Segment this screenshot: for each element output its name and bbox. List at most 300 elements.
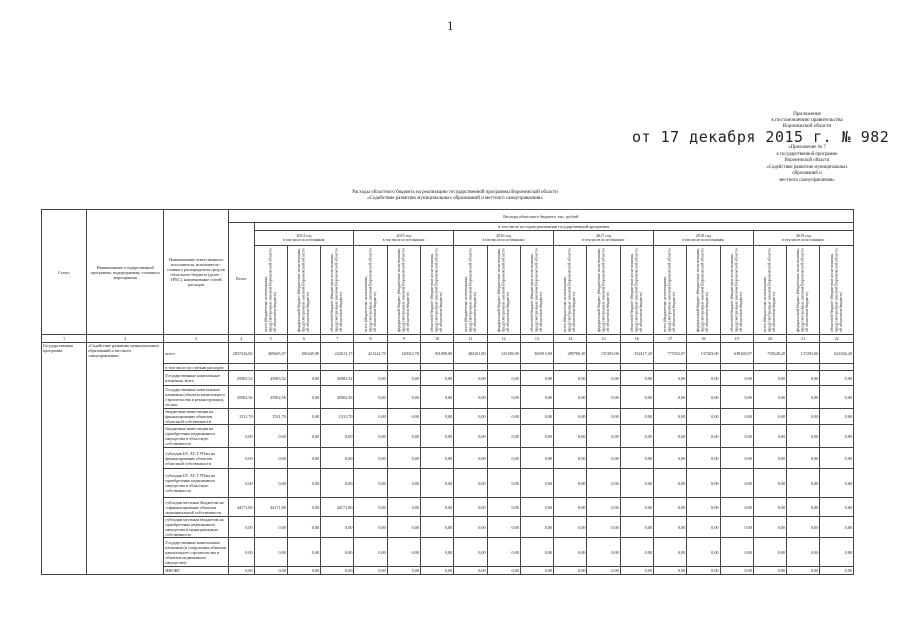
row-value: 137203,00: [787, 343, 820, 364]
annex2-line: «Приложение № 7: [788, 145, 826, 150]
row-value: 0,00: [420, 498, 453, 517]
row-label: субсидии БУ, АУ, ГУПам на финансирование объектов областной собственности: [164, 448, 228, 469]
row-value: 0,00: [454, 448, 487, 469]
row-value: 0,00: [620, 517, 653, 538]
table-row: [42, 364, 854, 371]
row-value: 0,00: [620, 425, 653, 448]
row-value: 0,00: [587, 498, 620, 517]
row-value: 0,00: [820, 371, 854, 386]
row-value: 0,00: [487, 371, 520, 386]
row-value: 0,00: [753, 425, 786, 448]
row-value: 0,00: [554, 425, 587, 448]
row-value: 137283,00: [587, 343, 620, 364]
row-value: 0,00: [620, 448, 653, 469]
row-value: 0,00: [587, 448, 620, 469]
row-value: [820, 364, 854, 371]
row-label: всего: [164, 343, 228, 364]
row-value: 137203,00: [687, 343, 720, 364]
row-value: 0,00: [454, 498, 487, 517]
header-source-col: [687, 246, 720, 335]
table-row: [42, 538, 854, 567]
row-value: 0,00: [787, 448, 820, 469]
row-value: [687, 364, 720, 371]
column-number: 13: [520, 335, 553, 343]
row-value: 0,00: [420, 469, 453, 498]
row-value: 0,00: [254, 425, 287, 448]
row-value: 301099,00: [420, 343, 453, 364]
row-value: 0,00: [653, 409, 686, 425]
row-value: 0,00: [254, 448, 287, 469]
row-value: 0,00: [653, 517, 686, 538]
row-value: 0,00: [787, 538, 820, 567]
row-value: 0,00: [687, 371, 720, 386]
row-value: 0,00: [787, 386, 820, 409]
column-number: 4: [228, 335, 254, 343]
header-year: [354, 231, 454, 246]
year-label: 2017 год: [595, 233, 612, 238]
header-source-col: [554, 246, 587, 335]
row-value: 0,00: [720, 538, 753, 567]
row-value: 120012,70: [387, 343, 420, 364]
source-col-label: федеральный бюджет (бюджетные ассигнования, предусмотренные законом Воронежской области об областном бюджете): [695, 248, 710, 332]
row-value: 222613,17: [321, 343, 354, 364]
row-value: 0,00: [420, 448, 453, 469]
row-value: 45902,56: [254, 386, 287, 409]
column-number: 1: [42, 335, 87, 343]
column-number: 12: [487, 335, 520, 343]
row-value: 45903,52: [321, 371, 354, 386]
row-value: 0,00: [420, 425, 453, 448]
row-label: бюджетные инвестиции на приобретение недвижимого имущества в областную собственность: [164, 425, 228, 448]
row-value: 0,00: [454, 567, 487, 575]
header-total: Всего: [228, 223, 254, 335]
row-value: 0,00: [287, 498, 320, 517]
row-value: 421224,79: [354, 343, 387, 364]
row-value: 0,00: [321, 538, 354, 567]
row-value: 0,00: [487, 386, 520, 409]
row-value: 0,00: [287, 409, 320, 425]
row-value: 0,00: [753, 386, 786, 409]
row-value: [228, 364, 254, 371]
table-row: [42, 567, 854, 575]
row-value: 0,00: [620, 409, 653, 425]
incl-src-label: в том числе по источникам:: [782, 238, 825, 242]
incl-src-label: в том числе по источникам:: [282, 238, 326, 242]
row-value: [487, 364, 520, 371]
column-number: 14: [554, 335, 587, 343]
header-source-col: [287, 246, 320, 335]
row-label: Государственные капитальные вложения (объекты капитального строительства и реконструкции), из них:: [164, 386, 228, 409]
column-number: 6: [287, 335, 320, 343]
row-value: 0,00: [454, 409, 487, 425]
row-value: 1531,70: [321, 409, 354, 425]
row-value: 0,00: [753, 567, 786, 575]
header-program: Наименование государственной программы, подпрограммы, основного мероприятия: [87, 210, 164, 335]
row-value: 0,00: [387, 371, 420, 386]
column-number: 21: [787, 335, 820, 343]
row-value: 0,00: [387, 469, 420, 498]
row-value: 0,00: [387, 386, 420, 409]
row-value: 0,00: [820, 567, 854, 575]
row-value: 0,00: [354, 425, 387, 448]
row-value: 775552,07: [653, 343, 686, 364]
column-number: 3: [164, 335, 228, 343]
annex-subheader: [757, 145, 857, 185]
row-value: 0,00: [653, 469, 686, 498]
source-col-label: всего (бюджетные ассигнования, предусмотренные законом Воронежской области об областном бюджете): [762, 248, 777, 332]
header-status: Статус: [42, 210, 87, 335]
row-value: 0,00: [554, 538, 587, 567]
annex2-line: «Содействие развитию муниципальных: [766, 164, 848, 170]
row-value: 0,00: [687, 538, 720, 567]
row-value: 0,00: [753, 498, 786, 517]
row-value: 44171,80: [254, 498, 287, 517]
row-status: Государственная программа: [42, 343, 87, 575]
row-value: 0,00: [720, 409, 753, 425]
row-value: 0,00: [321, 448, 354, 469]
row-value: 0,00: [254, 469, 287, 498]
row-value: 0,00: [354, 386, 387, 409]
row-value: 0,00: [487, 538, 520, 567]
row-value: 0,00: [687, 425, 720, 448]
header-source-col: [587, 246, 620, 335]
table-row: [42, 469, 854, 498]
row-value: 0,00: [720, 498, 753, 517]
row-value: 0,00: [653, 538, 686, 567]
header-source-col: [520, 246, 553, 335]
row-value: 0,00: [787, 517, 820, 538]
column-number: 20: [753, 335, 786, 343]
source-col-label: федеральный бюджет (бюджетные ассигнования, предусмотренные законом Воронежской области об областном бюджете): [795, 248, 810, 332]
row-value: 0,00: [254, 538, 287, 567]
column-number: 22: [820, 335, 854, 343]
row-value: 0,00: [228, 517, 254, 538]
row-value: 0,00: [287, 567, 320, 575]
row-value: 0,00: [354, 538, 387, 567]
row-value: 0,00: [720, 517, 753, 538]
row-value: 0,00: [554, 409, 587, 425]
row-value: 0,00: [787, 371, 820, 386]
row-value: 0,00: [753, 469, 786, 498]
header-admin: Наименование ответственного исполнителя, исполнителя - главного распорядителя средств областного бюджета (далее - ГРБС), наименование статей расходов: [164, 210, 228, 335]
row-value: 0,00: [487, 409, 520, 425]
year-label: 2016 год: [496, 233, 512, 238]
table-row: [42, 371, 854, 386]
row-value: 0,00: [287, 386, 320, 409]
row-value: 45902,56: [321, 386, 354, 409]
row-value: 0,00: [753, 448, 786, 469]
table-row: [42, 386, 854, 409]
annex2-line: Воронежской области: [784, 158, 830, 164]
row-value: 0,00: [787, 498, 820, 517]
row-value: 0,00: [653, 448, 686, 469]
column-number: 7: [321, 335, 354, 343]
row-value: 621044,20: [820, 343, 854, 364]
header-source-col: [487, 246, 520, 335]
incl-src-label: в том числе по источникам:: [382, 238, 425, 242]
row-value: 0,00: [287, 469, 320, 498]
table-row: [42, 517, 854, 538]
row-value: 0,00: [753, 409, 786, 425]
row-value: 0,00: [587, 567, 620, 575]
header-source-col: [387, 246, 420, 335]
row-value: 0,00: [587, 409, 620, 425]
header-year: [554, 231, 654, 246]
row-value: 0,00: [487, 448, 520, 469]
row-value: 0,00: [321, 425, 354, 448]
column-number: 2: [87, 335, 164, 343]
row-value: 0,00: [420, 517, 453, 538]
header-source-col: [254, 246, 287, 335]
row-value: 0,00: [587, 371, 620, 386]
row-value: 0,00: [321, 517, 354, 538]
row-value: 0,00: [487, 469, 520, 498]
row-value: 0,00: [487, 498, 520, 517]
row-value: 0,00: [354, 409, 387, 425]
row-value: 758348,20: [753, 343, 786, 364]
row-value: 0,00: [454, 538, 487, 567]
row-label: субсидии местным бюджетам на приобретение недвижимого имущества в муниципальную собственность: [164, 517, 228, 538]
row-value: 0,00: [820, 448, 854, 469]
row-value: 0,00: [687, 517, 720, 538]
table-row: [42, 409, 854, 425]
row-value: 0,00: [354, 448, 387, 469]
header-source-col: [720, 246, 753, 335]
row-value: 0,00: [820, 498, 854, 517]
source-col-label: областной бюджет (бюджетные ассигнования, предусмотренные законом Воронежской области об областном бюджете): [329, 248, 344, 332]
row-value: 0,00: [228, 469, 254, 498]
row-value: 0,00: [687, 498, 720, 517]
annex2-line: образований и: [792, 171, 822, 177]
incl-src-label: в том числе по источникам:: [482, 238, 525, 242]
row-value: 0,00: [720, 567, 753, 575]
annex-header: [737, 111, 877, 130]
row-value: [587, 364, 620, 371]
source-col-label: всего (бюджетные ассигнования, предусмотренные законом Воронежской области об областном бюджете): [462, 248, 477, 332]
row-value: 0,00: [554, 371, 587, 386]
row-value: 0,00: [554, 469, 587, 498]
source-col-label: областной бюджет (бюджетные ассигнования, предусмотренные законом Воронежской области об областном бюджете): [628, 248, 644, 332]
row-value: 45902,56: [228, 386, 254, 409]
row-value: 186445,90: [287, 343, 320, 364]
row-value: [753, 364, 786, 371]
source-col-label: всего (бюджетные ассигнования, предусмотренные законом Воронежской области об областном бюджете): [562, 248, 577, 332]
row-value: 0,00: [820, 469, 854, 498]
row-value: 0,00: [387, 538, 420, 567]
source-col-label: областной бюджет (бюджетные ассигнования, предусмотренные законом Воронежской области об областном бюджете): [529, 248, 544, 332]
row-value: 0,00: [753, 371, 786, 386]
row-value: 0,00: [387, 448, 420, 469]
row-value: [787, 364, 820, 371]
row-value: 360913,90: [520, 343, 553, 364]
header-source-col: [354, 246, 387, 335]
column-number: 10: [420, 335, 453, 343]
row-value: 0,00: [387, 517, 420, 538]
row-value: 0,00: [587, 517, 620, 538]
row-value: 0,00: [720, 386, 753, 409]
row-label: субсидии БУ, АУ, ГУПам на приобретение недвижимого имущества в областную собственность: [164, 469, 228, 498]
header-source-col: [454, 246, 487, 335]
row-value: 408665,07: [254, 343, 287, 364]
row-value: [520, 364, 553, 371]
row-value: 0,00: [720, 425, 753, 448]
row-value: 0,00: [687, 448, 720, 469]
row-value: 0,00: [620, 498, 653, 517]
row-value: 0,00: [820, 386, 854, 409]
row-value: 44171,80: [228, 498, 254, 517]
year-label: 2019 год: [795, 233, 811, 238]
row-value: 0,00: [228, 567, 254, 575]
row-value: 1531,70: [228, 409, 254, 425]
row-value: 0,00: [687, 409, 720, 425]
header-year: [653, 231, 753, 246]
row-value: [387, 364, 420, 371]
annex-line: Приложение: [793, 111, 821, 117]
row-value: 0,00: [687, 386, 720, 409]
row-value: 0,00: [287, 448, 320, 469]
source-col-label: областной бюджет (бюджетные ассигнования, предусмотренные законом Воронежской области об областном бюджете): [429, 248, 444, 332]
row-label: НИОКР: [164, 567, 228, 575]
row-value: 0,00: [587, 425, 620, 448]
document-title: [300, 190, 610, 203]
header-source-col: [321, 246, 354, 335]
row-value: 0,00: [653, 425, 686, 448]
row-value: 0,00: [620, 386, 653, 409]
row-value: 0,00: [420, 409, 453, 425]
row-value: 0,00: [354, 498, 387, 517]
row-value: 0,00: [454, 371, 487, 386]
row-value: 0,00: [520, 448, 553, 469]
row-value: [454, 364, 487, 371]
title-line: Расходы областного бюджета на реализацию государственной программы Воронежской области: [352, 190, 558, 195]
column-number: 15: [587, 335, 620, 343]
row-label: в том числе по статьям расходов:: [164, 364, 228, 371]
row-value: 0,00: [487, 517, 520, 538]
row-value: 0,00: [587, 386, 620, 409]
date-stamp: от 17 декабря 2015 г. № 982: [632, 128, 890, 146]
row-value: 0,00: [620, 371, 653, 386]
row-value: 0,00: [653, 386, 686, 409]
source-col-label: всего (бюджетные ассигнования, предусмотренные законом Воронежской области об областном бюджете): [262, 248, 277, 332]
row-value: 0,00: [820, 517, 854, 538]
row-value: 44171,80: [321, 498, 354, 517]
header-expenses: Расходы областного бюджета, тыс. рублей: [228, 210, 853, 223]
table-row: [42, 425, 854, 448]
row-value: 0,00: [254, 517, 287, 538]
row-value: 0,00: [321, 567, 354, 575]
annex2-line: местного самоуправления»: [779, 177, 835, 183]
source-col-label: всего (бюджетные ассигнования, предусмотренные законом Воронежской области об областном бюджете): [362, 248, 377, 332]
row-value: 0,00: [820, 425, 854, 448]
row-value: 0,00: [487, 425, 520, 448]
row-value: 0,00: [287, 371, 320, 386]
column-number: 19: [720, 335, 753, 343]
row-value: 0,00: [720, 448, 753, 469]
row-value: 0,00: [820, 409, 854, 425]
row-value: 0,00: [587, 469, 620, 498]
row-value: [321, 364, 354, 371]
row-value: 1531,70: [254, 409, 287, 425]
row-value: 0,00: [520, 538, 553, 567]
row-value: 0,00: [620, 538, 653, 567]
row-value: [720, 364, 753, 371]
annex-line: Воронежской области: [782, 123, 832, 130]
row-value: 0,00: [420, 567, 453, 575]
row-value: 0,00: [820, 538, 854, 567]
column-number: 8: [354, 335, 387, 343]
annex2-line: к государственной программе: [776, 151, 838, 157]
row-value: 0,00: [554, 567, 587, 575]
row-value: 0,00: [354, 469, 387, 498]
column-number: 17: [653, 335, 686, 343]
row-value: 0,00: [520, 567, 553, 575]
row-value: 0,00: [228, 448, 254, 469]
header-source-col: [620, 246, 653, 335]
header-incl-years: в том числе по годам реализации государственной программы: [254, 223, 853, 231]
header-year: [753, 231, 853, 246]
row-value: 0,00: [387, 567, 420, 575]
row-value: 0,00: [228, 538, 254, 567]
table-row: [42, 448, 854, 469]
row-value: 0,00: [787, 409, 820, 425]
source-col-label: федеральный бюджет (бюджетные ассигнования, предусмотренные законом Воронежской области об областном бюджете): [495, 248, 510, 332]
row-value: 0,00: [487, 567, 520, 575]
row-value: 0,00: [354, 371, 387, 386]
row-label: субсидии местным бюджетам на софинансирование объектов муниципальной собственности: [164, 498, 228, 517]
row-label: Государственные капитальные вложения (в сооружения объектов капитального строительства и объектов недвижимого имущества): [164, 538, 228, 567]
row-value: 0,00: [420, 371, 453, 386]
title-line: «Содействие развитию муниципальных образований и местного самоуправления»: [367, 196, 543, 202]
row-value: 0,00: [720, 469, 753, 498]
column-number: 16: [620, 335, 653, 343]
row-program: «Содействие развитию муниципальных образований и местного самоуправления»: [87, 343, 164, 575]
row-value: 0,00: [787, 567, 820, 575]
row-value: [620, 364, 653, 371]
row-value: 0,00: [321, 469, 354, 498]
row-value: 638169,07: [720, 343, 753, 364]
row-value: 0,00: [520, 498, 553, 517]
row-value: [653, 364, 686, 371]
row-value: 0,00: [620, 567, 653, 575]
row-value: 0,00: [587, 538, 620, 567]
row-value: 0,00: [554, 448, 587, 469]
row-value: 0,00: [387, 425, 420, 448]
header-source-col: [820, 246, 854, 335]
row-value: 0,00: [287, 538, 320, 567]
row-value: 484101,80: [454, 343, 487, 364]
row-value: 0,00: [554, 498, 587, 517]
row-value: 0,00: [520, 386, 553, 409]
source-col-label: областной бюджет (бюджетные ассигнования, предусмотренные законом Воронежской области об областном бюджете): [728, 248, 743, 332]
row-value: 489700,30: [554, 343, 587, 364]
expenses-table: [41, 209, 854, 575]
row-value: 0,00: [520, 469, 553, 498]
row-value: 0,00: [420, 538, 453, 567]
header-source-col: [653, 246, 686, 335]
row-value: 0,00: [254, 567, 287, 575]
annex-line: к постановлению правительства: [771, 117, 843, 124]
row-value: 0,00: [554, 517, 587, 538]
row-value: 0,00: [720, 371, 753, 386]
source-col-label: областной бюджет (бюджетные ассигнования, предусмотренные законом Воронежской области об областном бюджете): [828, 248, 843, 332]
row-value: 0,00: [287, 425, 320, 448]
column-number: 11: [454, 335, 487, 343]
source-col-label: федеральный бюджет (бюджетные ассигнования, предусмотренные законом Воронежской области об областном бюджете): [595, 248, 610, 332]
row-value: [554, 364, 587, 371]
row-value: 2837416,82: [228, 343, 254, 364]
row-value: 0,00: [387, 498, 420, 517]
row-value: 0,00: [354, 567, 387, 575]
